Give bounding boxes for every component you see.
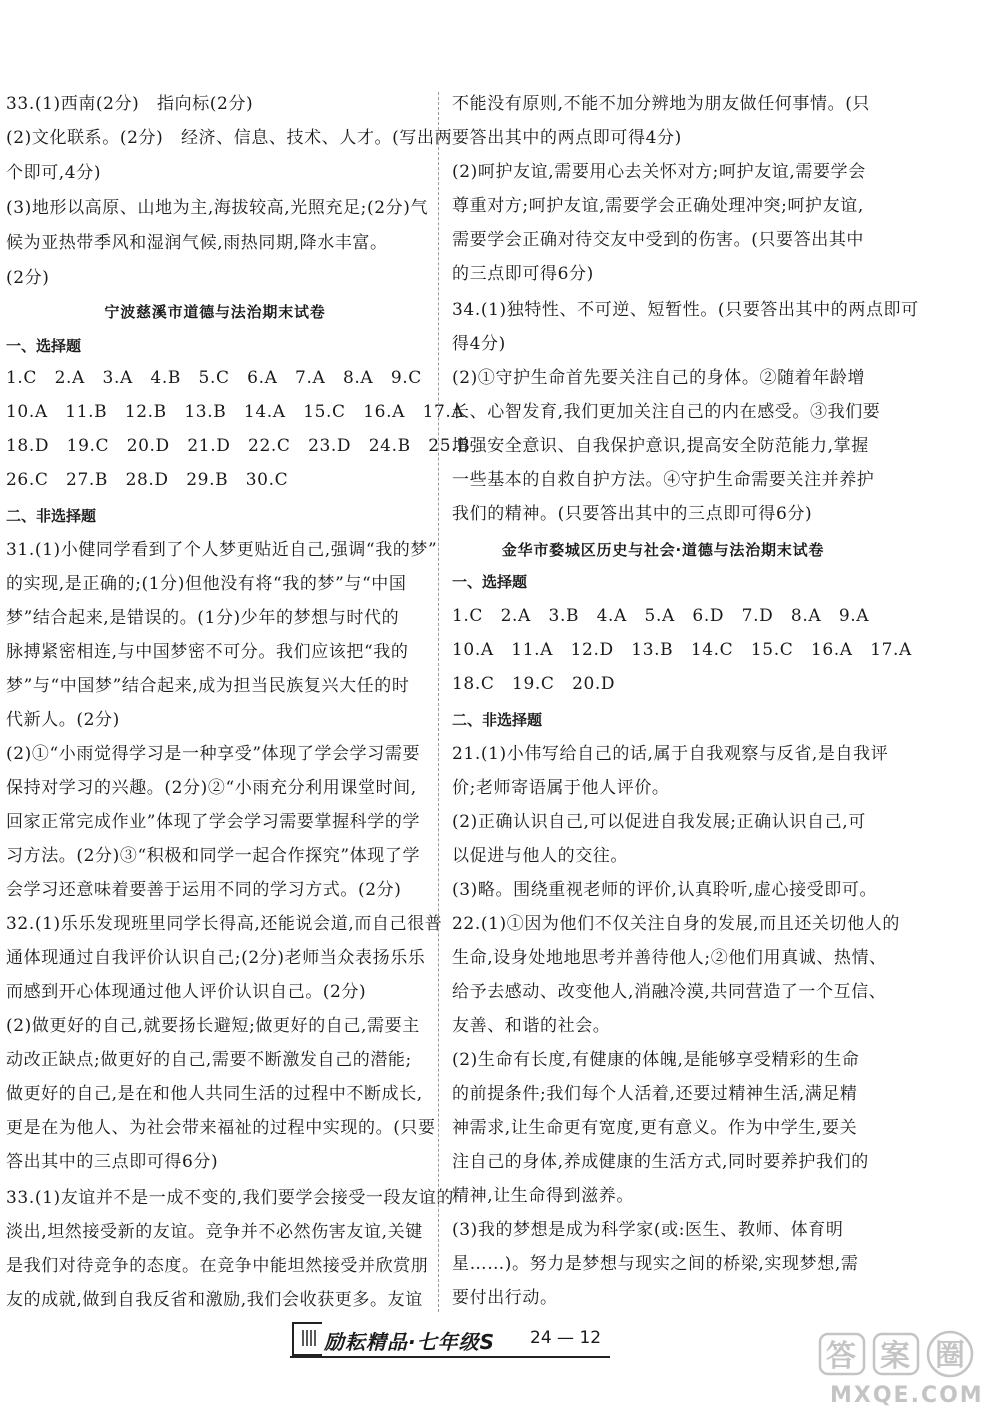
text-line: 增强安全意识、自我保护意识,提高安全防范能力,掌握 — [452, 436, 869, 456]
answer-key-row: 18.D 19.C 20.D 21.D 22.C 23.D 24.B 25.B — [6, 436, 471, 456]
text-line: 需要学会正确对待交友中受到的伤害。(只要答出其中 — [452, 230, 865, 250]
text-line: 友的成就,做到自我反省和激励,我们会收获更多。友谊 — [6, 1290, 423, 1310]
text-line: 33.(1)友谊并不是一成不变的,我们要学会接受一段友谊的 — [6, 1188, 454, 1208]
text-line: 神需求,让生命更有宽度,更有意义。作为中学生,要关 — [452, 1118, 858, 1138]
text-line: 一些基本的自救自护方法。④守护生命需要关注并养护 — [452, 470, 875, 490]
answer-key-row: 10.A 11.A 12.D 13.B 14.C 15.C 16.A 17.A — [452, 640, 912, 660]
text-line: 梦”与“中国梦”结合起来,成为担当民族复兴大任的时 — [6, 676, 410, 696]
text-line: 长、心智发育,我们更加关注自己的内在感受。③我们要 — [452, 402, 881, 422]
text-line: 习方法。(2分)③“积极和同学一起合作探究”体现了学 — [6, 846, 421, 866]
text-line: (2)①守护生命首先要关注自己的身体。②随着年龄增 — [452, 368, 866, 388]
exam-title: 宁波慈溪市道德与法治期末试卷 — [104, 303, 326, 321]
text-line: 34.(1)独特性、不可逆、短暂性。(只要答出其中的两点即可 — [452, 300, 919, 320]
text-line: 要付出行动。 — [452, 1288, 558, 1308]
svg-text:答: 答 — [826, 1339, 856, 1374]
text-line: 更是在为他人、为社会带来福祉的过程中实现的。(只要 — [6, 1118, 436, 1138]
text-line: 候为亚热带季风和湿润气候,雨热同期,降水丰富。 — [6, 233, 388, 253]
svg-text:圈: 圈 — [935, 1338, 965, 1373]
qr-code-icon — [302, 1330, 318, 1346]
text-line: 个即可,4分) — [6, 163, 102, 183]
text-line: 尊重对方;呵护友谊,需要学会正确处理冲突;呵护友谊, — [452, 196, 864, 216]
text-line: 以促进与他人的交往。 — [452, 846, 628, 866]
page-number: 24 — 12 — [530, 1328, 602, 1348]
text-line: 21.(1)小伟写给自己的话,属于自我观察与反省,是自我评 — [452, 744, 889, 764]
answer-key-row: 18.C 19.C 20.D — [452, 674, 616, 694]
footer-rule — [290, 1356, 610, 1358]
section-heading: 一、选择题 — [6, 337, 82, 355]
text-line: (3)地形以高原、山地为主,海拔较高,光照充足;(2分)气 — [6, 198, 429, 218]
svg-text:案: 案 — [880, 1339, 910, 1374]
text-line: 注自己的身体,养成健康的生活方式,同时要养护我们的 — [452, 1152, 869, 1172]
text-line: 通体现通过自我评价认识自己;(2分)老师当众表扬乐乐 — [6, 948, 426, 968]
text-line: (2)文化联系。(2分) 经济、信息、技术、人才。(写出两 — [6, 128, 453, 148]
text-line: (3)略。围绕重视老师的评价,认真聆听,虚心接受即可。 — [452, 880, 878, 900]
text-line: (3)我的梦想是成为科学家(或:医生、教师、体育明 — [452, 1220, 844, 1240]
svg-text:MXQE.COM: MXQE.COM — [830, 1383, 984, 1408]
text-line: (2)正确认识自己,可以促进自我发展;正确认识自己,可 — [452, 812, 866, 832]
text-line: 答出其中的三点即可得6分) — [6, 1152, 219, 1172]
text-line: 得4分) — [452, 334, 506, 354]
watermark-icon — [812, 1330, 992, 1410]
answer-key-row: 10.A 11.B 12.B 13.B 14.A 15.C 16.A 17.A — [6, 402, 465, 422]
exam-title: 金华市婺城区历史与社会·道德与法治期末试卷 — [501, 541, 825, 559]
text-line: 回家正常完成作业”体现了学会学习需要掌握科学的学 — [6, 812, 421, 832]
footer-brand: 励耘精品·七年级S — [324, 1330, 496, 1354]
text-line: 保持对学习的兴趣。(2分)②“小雨充分利用课堂时间, — [6, 778, 417, 798]
text-line: 给予去感动、改变他人,消融冷漠,共同营造了一个互信、 — [452, 982, 887, 1002]
text-line: 32.(1)乐乐发现班里同学长得高,还能说会道,而自己很普 — [6, 914, 443, 934]
text-line: 代新人。(2分) — [6, 710, 120, 730]
text-line: 脉搏紧密相连,与中国梦密不可分。我们应该把“我的 — [6, 642, 409, 662]
text-line: 33.(1)西南(2分) 指向标(2分) — [6, 94, 254, 114]
text-line: 会学习还意味着要善于运用不同的学习方式。(2分) — [6, 880, 402, 900]
text-line: 的实现,是正确的;(1分)但他没有将“我的梦”与“中国 — [6, 574, 407, 594]
answer-key-row: 1.C 2.A 3.A 4.B 5.C 6.A 7.A 8.A 9.C — [6, 368, 422, 388]
text-line: (2)做更好的自己,就要扬长避短;做更好的自己,需要主 — [6, 1016, 420, 1036]
text-line: (2)①“小雨觉得学习是一种享受”体现了学会学习需要 — [6, 744, 421, 764]
section-heading: 二、非选择题 — [452, 711, 543, 729]
text-line: 31.(1)小健同学看到了个人梦更贴近自己,强调“我的梦” — [6, 540, 438, 560]
text-line: (2)生命有长度,有健康的体魄,是能够享受精彩的生命 — [452, 1050, 860, 1070]
text-line: 做更好的自己,是在和他人共同生活的过程中不断成长, — [6, 1084, 423, 1104]
answer-key-row: 26.C 27.B 28.D 29.B 30.C — [6, 470, 289, 490]
text-line: 星……)。努力是梦想与现实之间的桥梁,实现梦想,需 — [452, 1254, 859, 1274]
text-line: 要答出其中的两点即可得4分) — [452, 128, 682, 148]
column-divider — [438, 92, 439, 1312]
text-line: 我们的精神。(只要答出其中的三点即可得6分) — [452, 504, 813, 524]
text-line: 友善、和谐的社会。 — [452, 1016, 611, 1036]
text-line: (2)呵护友谊,需要用心去关怀对方;呵护友谊,需要学会 — [452, 162, 866, 182]
text-line: 生命,设身处地地思考并善待他人;②他们用真诚、热情、 — [452, 948, 887, 968]
text-line: 22.(1)①因为他们不仅关注自身的发展,而且还关切他人的 — [452, 914, 900, 934]
text-line: 价;老师寄语属于他人评价。 — [452, 778, 670, 798]
text-line: 不能没有原则,不能不加分辨地为朋友做任何事情。(只 — [452, 94, 871, 114]
section-heading: 二、非选择题 — [6, 507, 97, 525]
watermark-logo — [812, 1330, 992, 1410]
text-line: 的前提条件;我们每个人活着,还要过精神生活,满足精 — [452, 1084, 858, 1104]
text-line: 而感到开心体现通过他人评价认识自己。(2分) — [6, 982, 367, 1002]
section-heading: 一、选择题 — [452, 573, 528, 591]
text-line: 淡出,坦然接受新的友谊。竞争并不必然伤害友谊,关键 — [6, 1222, 423, 1242]
text-line: 的三点即可得6分) — [452, 264, 594, 284]
text-line: 梦”结合起来,是错误的。(1分)少年的梦想与时代的 — [6, 608, 400, 628]
text-line: (2分) — [6, 268, 50, 288]
text-line: 精神,让生命得到滋养。 — [452, 1186, 635, 1206]
text-line: 动改正缺点;做更好的自己,需要不断激发自己的潜能; — [6, 1050, 412, 1070]
answer-key-row: 1.C 2.A 3.B 4.A 5.A 6.D 7.D 8.A 9.A — [452, 606, 870, 626]
text-line: 是我们对待竞争的态度。在竞争中能坦然接受并欣赏朋 — [6, 1256, 429, 1276]
